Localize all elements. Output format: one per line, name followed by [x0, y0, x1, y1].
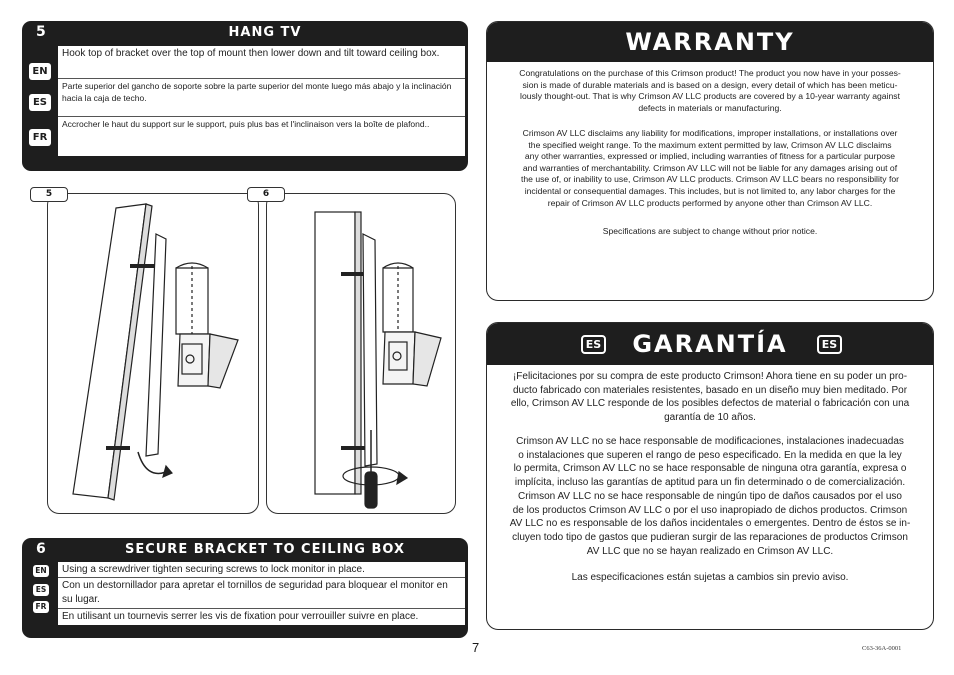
es-badge-right: ES: [817, 335, 842, 354]
step5-rows: [58, 46, 465, 156]
step6-header: [22, 538, 468, 560]
lang-badge-fr: FR: [33, 601, 49, 613]
step5-panel: [22, 21, 468, 171]
warranty-notice: Specifications are subject to change without prior notice.: [602, 226, 818, 236]
step6-instruction-fr: En utilisant un tournevis serrer les vis de fixation pour verrouiller suivre en place.: [62, 611, 419, 622]
lang-badge-es: ES: [33, 584, 49, 596]
step6-title: SECURE BRACKET TO CEILING BOX: [124, 542, 406, 557]
garantia-paragraph-2: Crimson AV LLC no se hace responsable de modificaciones, instalaciones inadecuadas o instalaciones que superen el rango de peso especificado. En la medida en que la ley lo permita, Crimson AV LLC no se hace responsable de ninguna otra garantía, expresa o implícita, incluso las garantías de aptitud para un fin determinado o de comercialización. Crimson AV LLC no se hace responsable de ningún tipo de daños causados por el uso de los productos Crimson AV LLC o por el uso inapropiado de dichos productos. Crimson AV LLC no es responsable de los daños incidentales o emergentes. Dentro de éstos se in- cluyen todo tipo de gastos que pudieran surgir de las reparaciones de productos Crimson AV LLC que no se hayan realizado en Crimson AV LLC.: [509, 436, 911, 557]
garantia-title: GARANTÍA: [632, 330, 788, 358]
lang-badge-es: ES: [29, 94, 51, 111]
warranty-box: [486, 21, 934, 301]
garantia-box: [486, 322, 934, 630]
step6-instruction-en: Using a screwdriver tighten securing screws to lock monitor in place.: [58, 562, 465, 578]
step5-number: 5: [36, 24, 46, 40]
garantia-paragraph-1: ¡Felicitaciones por su compra de este producto Crimson! Ahora tiene en su poder un pro- ducto fabricado con materiales resistentes, basado en un diseño muy bien meditado. Por ello, Crimson AV LLC responde de los posibles defectos de material o fabricación con una garantía de 10 años.: [510, 371, 910, 424]
warranty-title: WARRANTY: [625, 28, 795, 56]
garantia-notice: Las especificaciones están sujetas a cambios sin previo aviso.: [571, 572, 849, 583]
lang-badge-fr: FR: [29, 129, 51, 146]
warranty-header: [487, 22, 933, 62]
warranty-paragraph-1: Congratulations on the purchase of this Crimson product! The product you now have in your posses- sion is made of durable materials and is based on a design, every detail of which has been meticu- lously thought-out. That is why Crimson AV LLC products are covered by a 10-year warranty against defects in materials or manufacturing.: [519, 68, 901, 113]
illustration-tag-5: 5: [30, 187, 68, 202]
illustration-tag-6: 6: [247, 187, 285, 202]
step5-instruction-es: Parte superior del gancho de soporte sobre la parte superior del monte luego más abajo y la inclinación hacia la caja de techo.: [58, 79, 465, 117]
es-badge-left: ES: [581, 335, 606, 354]
lang-badge-en: EN: [29, 63, 51, 80]
garantia-header: [487, 323, 933, 365]
secure-bracket-drawing: [267, 194, 457, 515]
illustration-step6: [266, 193, 456, 514]
step5-instruction-en: Hook top of bracket over the top of mount then lower down and tilt toward ceiling box.: [58, 46, 465, 79]
step6-rows: [58, 562, 465, 625]
step5-title: HANG TV: [228, 25, 302, 40]
step5-instruction-fr: Accrocher le haut du support sur le support, puis plus bas et l'inclinaison vers la boîte de plafond..: [62, 119, 430, 129]
step5-header: [22, 21, 468, 43]
illustration-step5: [47, 193, 259, 514]
page-number: 7: [472, 640, 480, 655]
step6-instruction-es: Con un destornillador para apretar el tornillos de seguridad para bloquear el monitor en su lugar.: [58, 578, 465, 609]
document-code: C63-36A-0001: [862, 645, 902, 652]
warranty-paragraph-2: Crimson AV LLC disclaims any liability for modifications, improper installations, or installations over the specified weight range. To the maximum extent permitted by law, Crimson AV LLC disclaims any other warranties, expressed or implied, including warranties of fitness for a particular purpose and warranties of merchantability. Crimson AV LLC will not be liable for any damages arising out of the use of, or inability to use, Crimson AV LLC products. Crimson AV LLC bears no responsibility for incidental or consequential damages. This includes, but is not limited to, any labor charges for the repair of Crimson AV LLC products performed by anyone other than Crimson AV LLC.: [521, 128, 899, 208]
step6-number: 6: [36, 541, 46, 557]
step6-panel: [22, 538, 468, 638]
hang-tv-drawing: [48, 194, 260, 515]
lang-badge-en: EN: [33, 565, 49, 577]
